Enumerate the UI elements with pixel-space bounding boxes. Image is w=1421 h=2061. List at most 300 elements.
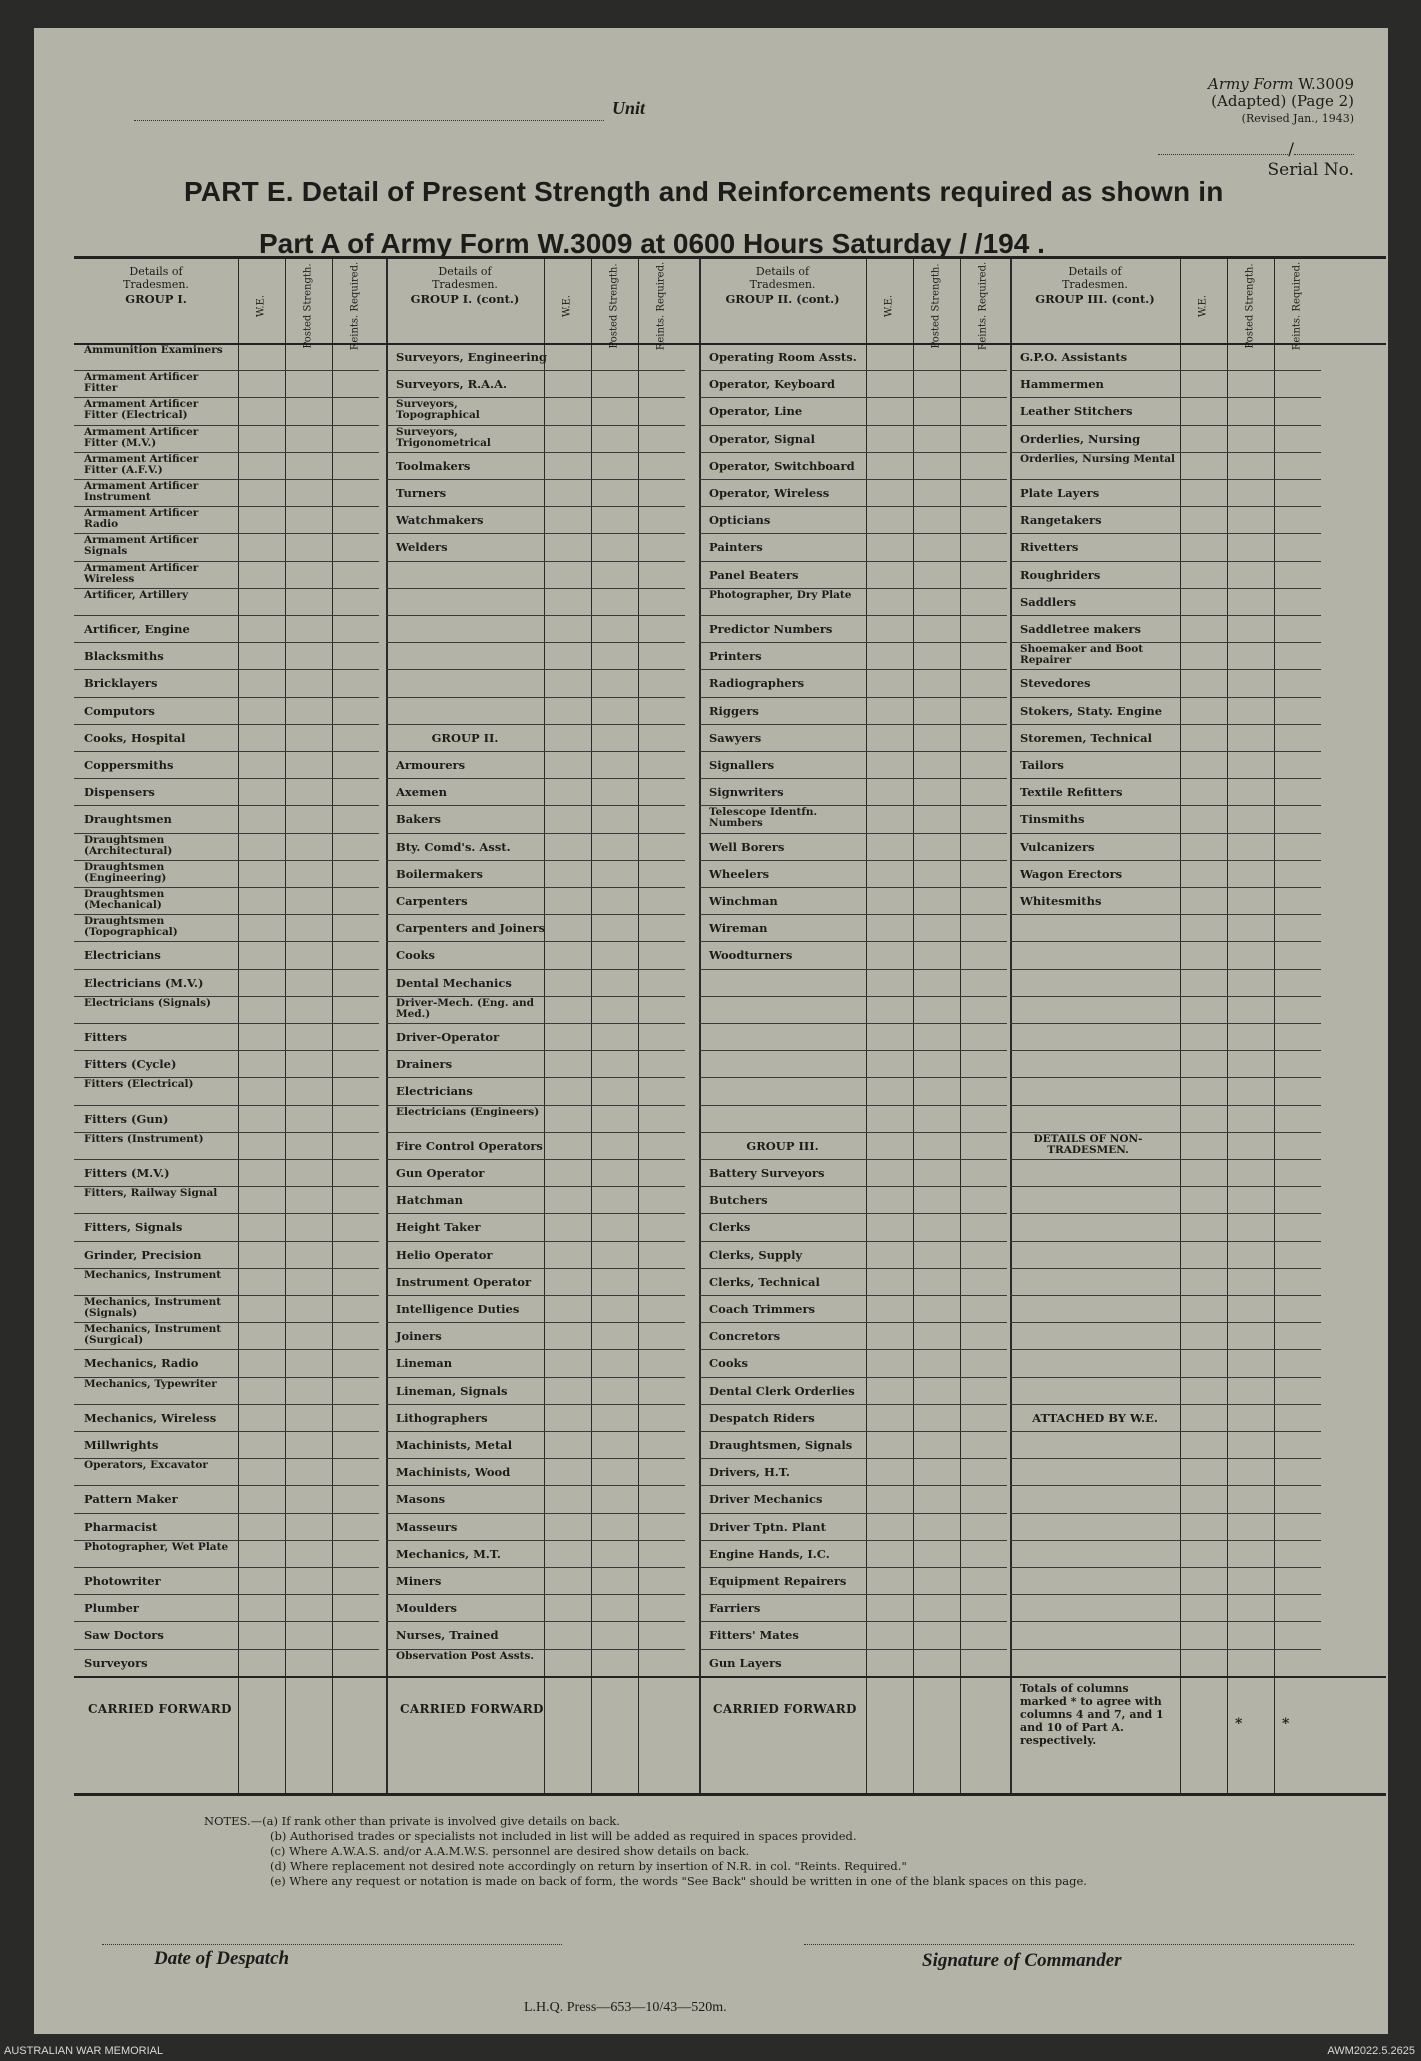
trade-label: Butchers (709, 1193, 768, 1208)
row-rule (1010, 996, 1321, 997)
trade-label: Millwrights (84, 1438, 159, 1452)
trade-label: Mechanics, Instrument (84, 1268, 222, 1281)
row-rule (386, 669, 685, 670)
form-sheet (34, 28, 1388, 2034)
row-rule (1010, 1349, 1321, 1350)
row-rule (74, 1513, 379, 1514)
column-header-numeric (591, 263, 637, 349)
row-rule (1010, 914, 1321, 915)
numeric-header-text: Posted Strength. (930, 263, 942, 349)
row-rule (1010, 1268, 1321, 1269)
column-rule (638, 259, 639, 1793)
row-rule (1010, 370, 1321, 371)
row-rule (74, 1621, 379, 1622)
section-heading: DETAILS OF NON-TRADESMEN. (1033, 1132, 1143, 1156)
trade-label: Bty. Comd's. Asst. (396, 839, 511, 854)
trade-label: Joiners (396, 1329, 442, 1344)
trade-label: Driver Mechanics (709, 1492, 823, 1507)
trade-label: Rivetters (1020, 540, 1079, 555)
row-rule (699, 751, 1007, 752)
column-header-numeric (1227, 263, 1273, 349)
total-marker: * (1282, 1715, 1290, 1732)
trade-label: Operators, Excavator (84, 1459, 208, 1472)
row-rule (386, 1322, 685, 1323)
row-rule (386, 479, 685, 480)
row-rule (386, 833, 685, 834)
trade-label: Shoemaker and Boot Repairer (1020, 643, 1144, 667)
trade-label: Operator, Wireless (709, 486, 830, 500)
trade-label: Armament Artificer Fitter (84, 371, 199, 395)
row-rule (699, 1649, 1007, 1650)
trade-label: Carpenters (396, 894, 468, 908)
row-rule (74, 1567, 379, 1568)
row-rule (386, 778, 685, 779)
trade-label: Welders (396, 540, 448, 555)
column-header-details (699, 265, 866, 306)
carried-forward-label: CARRIED FORWARD (713, 1701, 857, 1716)
row-rule (1010, 1322, 1321, 1323)
trade-label: Masons (396, 1492, 446, 1507)
note-line: (e) Where any request or notation is made on back of form, the words "See Back" should be written in one of the blank spaces on this page. (270, 1874, 1087, 1888)
row-rule (386, 1458, 685, 1459)
column-header-numeric (332, 261, 378, 351)
row-rule (386, 751, 685, 752)
row-rule (1010, 1485, 1321, 1486)
numeric-header-text: Posted Strength. (302, 263, 314, 349)
trade-label: Printers (709, 649, 762, 664)
group-rule (699, 259, 701, 1793)
row-rule (74, 1050, 379, 1051)
trade-label: Driver-Mech. (Eng. and Med.) (396, 996, 534, 1020)
trade-label: Photographer, Wet Plate (84, 1540, 229, 1553)
trade-label: Orderlies, Nursing (1020, 431, 1141, 446)
trade-label: Instrument Operator (396, 1274, 532, 1289)
trade-label: Boilermakers (396, 866, 483, 881)
row-rule (386, 615, 685, 616)
column-header-numeric (1180, 271, 1226, 341)
trade-label: Armament Artificer Signals (84, 534, 199, 558)
column-header-numeric (544, 271, 590, 341)
form-number: W.3009 (1298, 75, 1354, 93)
header-rule (74, 343, 1386, 345)
row-rule (74, 669, 379, 670)
numeric-header-text: Reints. Required. (1291, 261, 1303, 351)
trade-label: Storemen, Technical (1020, 730, 1152, 745)
row-rule (74, 1023, 379, 1024)
trade-label: Dental Clerk Orderlies (709, 1383, 855, 1398)
trade-label: Carpenters and Joiners (396, 921, 546, 936)
trade-label: Lineman (396, 1356, 453, 1371)
trade-label: Watchmakers (396, 513, 484, 528)
serial-blank[interactable] (1158, 154, 1288, 155)
row-rule (386, 1513, 685, 1514)
trade-label: Fitters, Railway Signal (84, 1187, 218, 1200)
trade-label: Electricians (396, 1084, 473, 1099)
row-rule (386, 1485, 685, 1486)
row-rule (386, 1431, 685, 1432)
trade-label: Observation Post Assts. (396, 1649, 535, 1662)
row-rule (1010, 1540, 1321, 1541)
row-rule (74, 1594, 379, 1595)
row-rule (386, 1159, 685, 1160)
row-rule (74, 1241, 379, 1242)
trade-label: Toolmakers (396, 458, 471, 473)
row-rule (386, 1594, 685, 1595)
trade-label: Coach Trimmers (709, 1302, 815, 1316)
row-rule (386, 887, 685, 888)
column-header-numeric (638, 261, 684, 351)
row-rule (386, 1023, 685, 1024)
row-rule (699, 397, 1007, 398)
trade-label: Operator, Line (709, 404, 803, 419)
row-rule (74, 697, 379, 698)
trade-label: Ammunition Examiners (84, 344, 223, 356)
row-rule (386, 452, 685, 453)
trade-label: Tailors (1020, 758, 1064, 772)
row-rule (699, 669, 1007, 670)
trade-label: Nurses, Trained (396, 1628, 499, 1643)
row-rule (74, 941, 379, 942)
trade-label: Draughtsmen (Engineering) (84, 860, 167, 884)
row-rule (699, 1349, 1007, 1350)
row-rule (1010, 887, 1321, 888)
row-rule (1010, 941, 1321, 942)
page-title-line2: Part A of Army Form W.3009 at 0600 Hours Saturday / /194 . (259, 228, 1045, 259)
trade-label: Cooks (709, 1356, 748, 1371)
row-rule (1010, 397, 1321, 398)
row-rule (1010, 425, 1321, 426)
trade-label: Operator, Keyboard (709, 377, 836, 392)
column-rule (544, 259, 545, 1793)
trade-label: Lithographers (396, 1410, 488, 1425)
header-details-text: Details of (438, 265, 492, 278)
trade-label: Cooks, Hospital (84, 730, 186, 745)
row-rule (1010, 1621, 1321, 1622)
trade-label: Electricians (M.V.) (84, 975, 204, 990)
trade-label: Draughtsmen (Architectural) (84, 833, 173, 857)
trade-label: Computors (84, 703, 155, 718)
row-rule (699, 1050, 1007, 1051)
row-rule (386, 914, 685, 915)
row-rule (386, 533, 685, 534)
trade-label: Winchman (709, 894, 778, 908)
trade-label: Telescope Identfn. Numbers (709, 806, 818, 830)
row-rule (1010, 506, 1321, 507)
trade-label: Farriers (709, 1601, 761, 1616)
column-header-details (386, 265, 544, 306)
trade-label: Clerks, Technical (709, 1274, 820, 1289)
trade-label: Concretors (709, 1329, 781, 1344)
trade-label: Artificer, Engine (84, 622, 190, 636)
row-rule (386, 860, 685, 861)
row-rule (1010, 1458, 1321, 1459)
note-line: (d) Where replacement not desired note accordingly on return by insertion of N.R. in col. "Reints. Required." (270, 1859, 907, 1873)
trade-label: Dispensers (84, 785, 155, 800)
signature-blank[interactable] (804, 1944, 1354, 1945)
carried-forward-label: CARRIED FORWARD (400, 1701, 544, 1716)
trade-label: Bricklayers (84, 676, 158, 691)
trade-label: Wagon Erectors (1020, 866, 1123, 881)
trade-label: Armament Artificer Fitter (A.F.V.) (84, 452, 199, 476)
column-rule (960, 259, 961, 1793)
trade-label: Wireman (709, 921, 768, 936)
row-rule (699, 914, 1007, 915)
note-line: NOTES.—(a) If rank other than private is involved give details on back. (204, 1814, 620, 1828)
trade-label: Driver-Operator (396, 1030, 500, 1044)
row-rule (699, 697, 1007, 698)
row-rule (1010, 479, 1321, 480)
row-rule (386, 1621, 685, 1622)
trade-label: Turners (396, 486, 447, 500)
row-rule (386, 561, 685, 562)
trade-label: Hatchman (396, 1193, 463, 1208)
row-rule (74, 1159, 379, 1160)
row-rule (699, 1594, 1007, 1595)
trade-label: Orderlies, Nursing Mental (1020, 452, 1175, 465)
row-rule (699, 996, 1007, 997)
column-rule (1227, 259, 1228, 1793)
header-tradesmen-text: Tradesmen. (432, 278, 498, 291)
trade-label: Mechanics, Instrument (Signals) (84, 1296, 222, 1319)
trade-label: Armament Artificer Instrument (84, 480, 199, 503)
row-rule (699, 1567, 1007, 1568)
serial-sep: / (1288, 140, 1294, 160)
header-details-text: Details of (755, 265, 810, 278)
row-rule (386, 1349, 685, 1350)
trade-label: Saw Doctors (84, 1628, 164, 1643)
column-header-numeric (913, 263, 959, 349)
trade-label: Dental Mechanics (396, 975, 512, 990)
header-group-label: GROUP I. (125, 292, 187, 306)
trade-label: Fitters' Mates (709, 1628, 799, 1643)
column-header-numeric (1274, 261, 1320, 351)
trade-label: Helio Operator (396, 1247, 493, 1262)
trade-label: Hammermen (1020, 377, 1104, 392)
trade-label: Intelligence Duties (396, 1302, 520, 1316)
trade-label: Well Borers (709, 839, 785, 854)
trade-label: Sawyers (709, 730, 762, 745)
row-rule (699, 1241, 1007, 1242)
trade-label: Mechanics, Typewriter (84, 1377, 217, 1390)
credit-right: AWM2022.5.2625 (1327, 2045, 1415, 2057)
trade-label: Woodturners (709, 948, 793, 963)
trade-label: Rangetakers (1020, 513, 1102, 528)
group-rule (1010, 259, 1012, 1793)
trade-label: Pattern Maker (84, 1492, 178, 1507)
serial-blank-2[interactable] (1294, 154, 1354, 155)
trade-label: Blacksmiths (84, 649, 164, 664)
row-rule (74, 751, 379, 752)
trade-label: Painters (709, 540, 763, 555)
trade-label: Driver Tptn. Plant (709, 1519, 826, 1534)
trade-label: Photographer, Dry Plate (709, 588, 852, 601)
row-rule (74, 1213, 379, 1214)
row-rule (699, 1322, 1007, 1323)
row-rule (386, 941, 685, 942)
row-rule (1010, 805, 1321, 806)
numeric-header-text: Reints. Required. (655, 261, 667, 351)
row-rule (699, 860, 1007, 861)
row-rule (1010, 969, 1321, 970)
trade-label: G.P.O. Assistants (1020, 350, 1128, 364)
carried-forward-rule (74, 1676, 1386, 1678)
trade-label: Battery Surveyors (709, 1166, 825, 1180)
note-line: (c) Where A.W.A.S. and/or A.A.M.W.S. personnel are desired show details on back. (270, 1844, 750, 1858)
row-rule (699, 887, 1007, 888)
row-rule (386, 1540, 685, 1541)
date-of-despatch-label: Date of Despatch (154, 1948, 290, 1969)
header-group-label: GROUP II. (cont.) (725, 292, 840, 306)
trade-label: Pharmacist (84, 1519, 158, 1534)
strength-table (74, 256, 1386, 1796)
trade-label: Operator, Signal (709, 431, 815, 446)
row-rule (386, 969, 685, 970)
header-tradesmen-text: Tradesmen. (749, 278, 816, 291)
row-rule (386, 1132, 685, 1133)
numeric-header-text: W.E. (1197, 294, 1209, 318)
numeric-header-text: W.E. (255, 294, 267, 318)
row-rule (699, 1621, 1007, 1622)
row-rule (1010, 1594, 1321, 1595)
row-rule (386, 1377, 685, 1378)
trade-label: Plate Layers (1020, 486, 1100, 500)
trade-label: Electricians (Engineers) (396, 1105, 540, 1118)
trade-label: Gun Operator (396, 1166, 485, 1180)
serial-number (1114, 140, 1354, 180)
row-rule (699, 1431, 1007, 1432)
row-rule (386, 1077, 685, 1078)
row-rule (699, 833, 1007, 834)
trade-label: Mechanics, Radio (84, 1356, 199, 1371)
row-rule (1010, 697, 1321, 698)
form-identifier (1064, 76, 1354, 127)
row-rule (74, 724, 379, 725)
trade-label: Armament Artificer Fitter (Electrical) (84, 398, 199, 422)
row-rule (699, 533, 1007, 534)
row-rule (74, 1105, 379, 1106)
note-line: (b) Authorised trades or specialists not included in list will be added as required in spaces provided. (270, 1829, 857, 1843)
trade-label: Saddletree makers (1020, 622, 1141, 636)
row-rule (74, 615, 379, 616)
trade-label: Armament Artificer Fitter (M.V.) (84, 425, 199, 449)
row-rule (74, 805, 379, 806)
numeric-header-text: W.E. (883, 294, 895, 318)
row-rule (699, 479, 1007, 480)
trade-label: Lineman, Signals (396, 1383, 508, 1398)
header-group-label: GROUP III. (cont.) (1035, 292, 1155, 306)
trade-label: Grinder, Precision (84, 1247, 202, 1262)
section-heading: ATTACHED BY W.E. (1032, 1410, 1158, 1425)
row-rule (1010, 1241, 1321, 1242)
row-rule (699, 1377, 1007, 1378)
trade-label: Cooks (396, 948, 435, 963)
trade-label: Artificer, Artillery (84, 588, 189, 601)
row-rule (1010, 1077, 1321, 1078)
trade-label: Despatch Riders (709, 1410, 815, 1425)
row-rule (699, 1213, 1007, 1214)
row-rule (699, 1513, 1007, 1514)
row-rule (1010, 561, 1321, 562)
trade-label: Fire Control Operators (396, 1138, 543, 1153)
row-rule (699, 615, 1007, 616)
row-rule (1010, 1213, 1321, 1214)
row-rule (699, 1159, 1007, 1160)
row-rule (699, 1186, 1007, 1187)
row-rule (699, 1540, 1007, 1541)
column-header-numeric (238, 271, 284, 341)
row-rule (386, 370, 685, 371)
row-rule (699, 1295, 1007, 1296)
trade-label: Wheelers (709, 866, 770, 881)
row-rule (699, 425, 1007, 426)
despatch-blank[interactable] (102, 1944, 562, 1945)
trade-label: Radiographers (709, 676, 805, 691)
row-rule (699, 452, 1007, 453)
totals-note: Totals of columns marked * to agree with columns 4 and 7, and 1 and 10 of Part A. respectively. (1020, 1681, 1164, 1747)
row-rule (1010, 1105, 1321, 1106)
column-header-numeric (285, 263, 331, 349)
header-tradesmen-text: Tradesmen. (1062, 278, 1128, 291)
trade-label: Roughriders (1020, 567, 1101, 582)
row-rule (1010, 751, 1321, 752)
row-rule (386, 724, 685, 725)
row-rule (386, 642, 685, 643)
header-group-label: GROUP I. (cont.) (410, 292, 520, 306)
trade-label: Surveyors, R.A.A. (396, 377, 508, 392)
row-rule (1010, 1295, 1321, 1296)
section-heading: GROUP II. (431, 730, 499, 745)
row-rule (1010, 533, 1321, 534)
column-rule (1274, 259, 1275, 1793)
trade-label: Draughtsmen, Signals (709, 1438, 853, 1452)
trade-label: Fitters (Gun) (84, 1111, 169, 1126)
trade-label: Fitters (M.V.) (84, 1166, 170, 1180)
trade-label: Surveyors (84, 1655, 148, 1670)
row-rule (386, 588, 685, 589)
trade-label: Riggers (709, 703, 759, 718)
row-rule (1010, 1431, 1321, 1432)
row-rule (1010, 1050, 1321, 1051)
row-rule (699, 561, 1007, 562)
unit-blank[interactable] (134, 100, 604, 121)
trade-label: Armourers (396, 758, 466, 772)
trade-label: Surveyors, Engineering (396, 350, 547, 364)
row-rule (386, 697, 685, 698)
signature-label: Signature of Commander (922, 1950, 1122, 1971)
column-header-details (74, 265, 238, 306)
row-rule (74, 969, 379, 970)
row-rule (699, 1105, 1007, 1106)
row-rule (699, 1458, 1007, 1459)
row-rule (1010, 615, 1321, 616)
trade-label: Operating Room Assts. (709, 350, 857, 364)
row-rule (1010, 1513, 1321, 1514)
trade-label: Draughtsmen (Topographical) (84, 915, 178, 939)
notes (204, 1814, 1087, 1889)
row-rule (699, 1077, 1007, 1078)
trade-label: Fitters, Signals (84, 1220, 183, 1235)
column-rule (238, 259, 239, 1793)
row-rule (74, 1649, 379, 1650)
numeric-header-text: W.E. (561, 294, 573, 318)
trade-label: Masseurs (396, 1519, 458, 1534)
trade-label: Signallers (709, 758, 775, 772)
row-rule (1010, 1377, 1321, 1378)
group-rule (386, 259, 388, 1793)
trade-label: Tinsmiths (1020, 812, 1085, 827)
trade-label: Fitters (Cycle) (84, 1057, 177, 1072)
row-rule (386, 805, 685, 806)
